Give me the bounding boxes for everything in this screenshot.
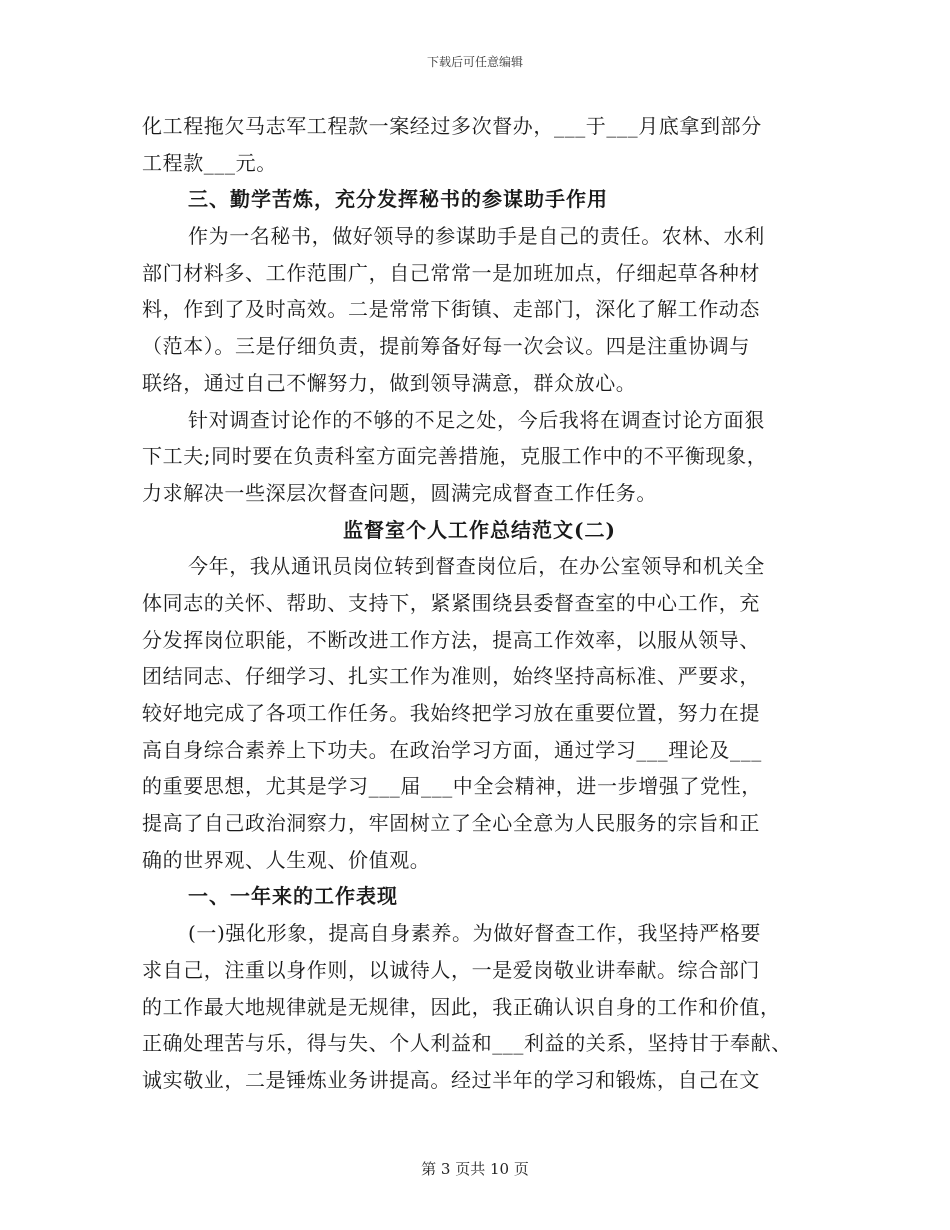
text-line: 正确处理苦与乐，得与失、个人利益和___利益的关系，坚持甘于奉献、 bbox=[142, 1031, 792, 1056]
text-line: 料，作到了及时高效。二是常常下街镇、走部门，深化了解工作动态 bbox=[142, 297, 760, 322]
text-line: 求自己，注重以身作则，以诚待人，一是爱岗敬业讲奉献。综合部门 bbox=[142, 957, 760, 982]
text-line: 高自身综合素养上下功夫。在政治学习方面，通过学习___理论及___ bbox=[142, 737, 762, 762]
text-line: 联络，通过自己不懈努力，做到领导满意，群众放心。 bbox=[142, 370, 637, 395]
text-line: 部门材料多、工作范围广，自己常常一是加班加点，仔细起草各种材 bbox=[142, 260, 760, 285]
text-line: 今年，我从通讯员岗位转到督查岗位后，在办公室领导和机关全 bbox=[188, 554, 765, 579]
text-line: 确的世界观、人生观、价值观。 bbox=[142, 847, 431, 872]
document-body bbox=[142, 108, 817, 1099]
text-line: 提高了自己政治洞察力，牢固树立了全心全意为人民服务的宗旨和正 bbox=[142, 811, 760, 836]
page-number: 第 3 页共 10 页 bbox=[421, 1160, 529, 1178]
text-line: 针对调查讨论作的不够的不足之处，今后我将在调查讨论方面狠 bbox=[188, 407, 765, 432]
text-line: 的工作最大地规律就是无规律，因此，我正确认识自身的工作和价值， bbox=[142, 994, 781, 1019]
section-heading: 三、勤学苦炼，充分发挥秘书的参谋助手作用 bbox=[188, 187, 608, 212]
text-line: 工程款___元。 bbox=[142, 150, 277, 175]
text-line: 团结同志、仔细学习、扎实工作为准则，始终坚持高标准、严要求， bbox=[142, 664, 760, 689]
text-line: 较好地完成了各项工作任务。我始终把学习放在重要位置，努力在提 bbox=[142, 701, 760, 725]
text-line: 体同志的关怀、帮助、支持下，紧紧围绕县委督查室的中心工作，充 bbox=[142, 590, 760, 615]
text-line: 诚实敬业，二是锤炼业务讲提高。经过半年的学习和锻炼，自己在文 bbox=[142, 1067, 760, 1092]
text-line: 力求解决一些深层次督查问题，圆满完成督查工作任务。 bbox=[142, 480, 657, 505]
text-line: 化工程拖欠马志军工程款一案经过多次督办，___于___月底拿到部分 bbox=[142, 114, 762, 138]
text-line: （范本）。三是仔细负责，提前筹备好每一次会议。四是注重协调与 bbox=[142, 334, 750, 359]
text-line: (一)强化形象，提高自身素养。为做好督查工作，我坚持严格要 bbox=[188, 921, 762, 946]
page-header: 下载后可任意编辑 bbox=[426, 55, 523, 69]
section-heading: 一、一年来的工作表现 bbox=[188, 884, 398, 909]
text-line: 分发挥岗位职能，不断改进工作方法，提高工作效率，以服从领导、 bbox=[142, 627, 760, 652]
text-line: 下工夫;同时要在负责科室方面完善措施，克服工作中的不平衡现象， bbox=[142, 444, 768, 469]
section-heading: 监督室个人工作总结范文(二) bbox=[343, 517, 616, 542]
text-line: 作为一名秘书，做好领导的参谋助手是自己的责任。农林、水利 bbox=[188, 224, 765, 249]
text-line: 的重要思想，尤其是学习___届___中全会精神，进一步增强了党性， bbox=[142, 774, 762, 799]
